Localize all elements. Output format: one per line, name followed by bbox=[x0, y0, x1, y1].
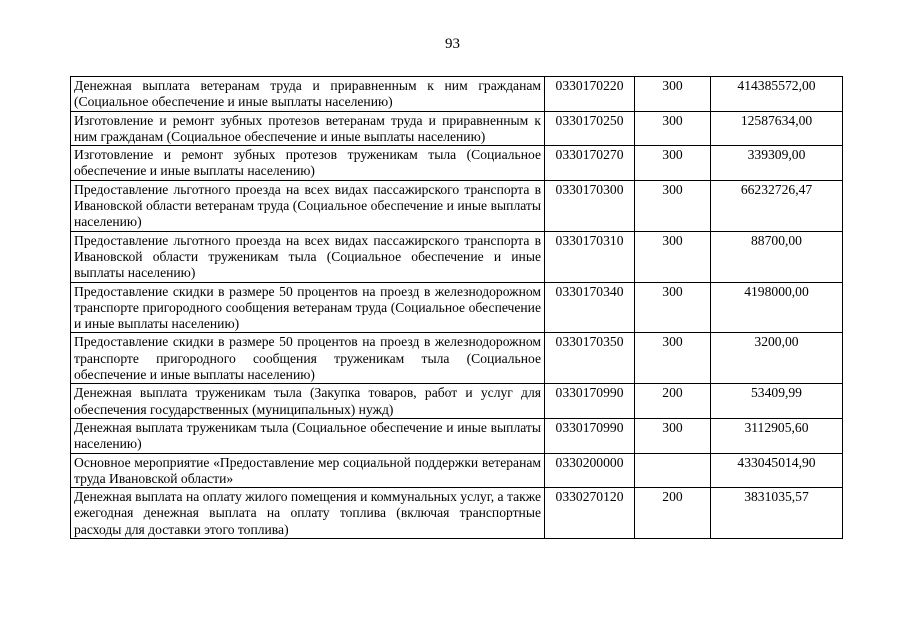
row-description: Денежная выплата на оплату жилого помещения и коммунальных услуг, а также ежегодная денежная выплата на оплату топлива (включая транспортные расходы для доставки этого топлива) bbox=[71, 488, 545, 539]
row-code: 0330170990 bbox=[545, 384, 635, 419]
budget-table-body bbox=[71, 77, 843, 539]
row-description: Предоставление льготного проезда на всех видах пассажирского транспорта в Ивановской области труженикам тыла (Социальное обеспечение и иные выплаты населению) bbox=[71, 231, 545, 282]
table-row bbox=[71, 333, 843, 384]
row-expense-type: 300 bbox=[635, 418, 711, 453]
table-row bbox=[71, 180, 843, 231]
row-amount: 53409,99 bbox=[711, 384, 843, 419]
row-description: Денежная выплата ветеранам труда и приравненным к ним гражданам (Социальное обеспечение и иные выплаты населению) bbox=[71, 77, 545, 112]
row-code: 0330270120 bbox=[545, 488, 635, 539]
row-code: 0330170250 bbox=[545, 111, 635, 146]
row-amount: 4198000,00 bbox=[711, 282, 843, 333]
row-expense-type: 200 bbox=[635, 384, 711, 419]
row-code: 0330170990 bbox=[545, 418, 635, 453]
row-expense-type: 300 bbox=[635, 146, 711, 181]
budget-table bbox=[70, 76, 843, 539]
row-amount: 433045014,90 bbox=[711, 453, 843, 488]
row-expense-type: 300 bbox=[635, 333, 711, 384]
row-amount: 66232726,47 bbox=[711, 180, 843, 231]
row-amount: 3200,00 bbox=[711, 333, 843, 384]
row-expense-type: 300 bbox=[635, 77, 711, 112]
row-description: Изготовление и ремонт зубных протезов ветеранам труда и приравненным к ним гражданам (Социальное обеспечение и иные выплаты населению) bbox=[71, 111, 545, 146]
row-expense-type: 300 bbox=[635, 180, 711, 231]
table-row bbox=[71, 146, 843, 181]
row-amount: 88700,00 bbox=[711, 231, 843, 282]
row-description: Денежная выплата труженикам тыла (Закупка товаров, работ и услуг для обеспечения государственных (муниципальных) нужд) bbox=[71, 384, 545, 419]
row-description: Изготовление и ремонт зубных протезов труженикам тыла (Социальное обеспечение и иные выплаты населению) bbox=[71, 146, 545, 181]
table-row bbox=[71, 418, 843, 453]
table-row bbox=[71, 77, 843, 112]
row-code: 0330170310 bbox=[545, 231, 635, 282]
row-description: Предоставление скидки в размере 50 процентов на проезд в железнодорожном транспорте пригородного сообщения ветеранам труда (Социальное обеспечение и иные выплаты населению) bbox=[71, 282, 545, 333]
row-code: 0330170270 bbox=[545, 146, 635, 181]
table-row bbox=[71, 384, 843, 419]
row-amount: 3831035,57 bbox=[711, 488, 843, 539]
table-row bbox=[71, 488, 843, 539]
row-amount: 339309,00 bbox=[711, 146, 843, 181]
page-number: 93 bbox=[445, 36, 460, 52]
row-code: 0330170340 bbox=[545, 282, 635, 333]
row-description: Денежная выплата труженикам тыла (Социальное обеспечение и иные выплаты населению) bbox=[71, 418, 545, 453]
row-description: Предоставление льготного проезда на всех видах пассажирского транспорта в Ивановской области ветеранам труда (Социальное обеспечение и иные выплаты населению) bbox=[71, 180, 545, 231]
row-code: 0330170350 bbox=[545, 333, 635, 384]
row-code: 0330200000 bbox=[545, 453, 635, 488]
row-expense-type: 300 bbox=[635, 231, 711, 282]
row-expense-type: 200 bbox=[635, 488, 711, 539]
row-amount: 12587634,00 bbox=[711, 111, 843, 146]
table-row bbox=[71, 453, 843, 488]
row-amount: 3112905,60 bbox=[711, 418, 843, 453]
row-code: 0330170300 bbox=[545, 180, 635, 231]
row-amount: 414385572,00 bbox=[711, 77, 843, 112]
table-row bbox=[71, 111, 843, 146]
row-expense-type: 300 bbox=[635, 282, 711, 333]
row-description: Предоставление скидки в размере 50 процентов на проезд в железнодорожном транспорте пригородного сообщения труженикам тыла (Социальное обеспечение и иные выплаты населению) bbox=[71, 333, 545, 384]
row-code: 0330170220 bbox=[545, 77, 635, 112]
row-expense-type: 300 bbox=[635, 111, 711, 146]
table-row bbox=[71, 231, 843, 282]
table-row bbox=[71, 282, 843, 333]
row-description: Основное мероприятие «Предоставление мер социальной поддержки ветеранам труда Ивановской области» bbox=[71, 453, 545, 488]
row-expense-type bbox=[635, 453, 711, 488]
